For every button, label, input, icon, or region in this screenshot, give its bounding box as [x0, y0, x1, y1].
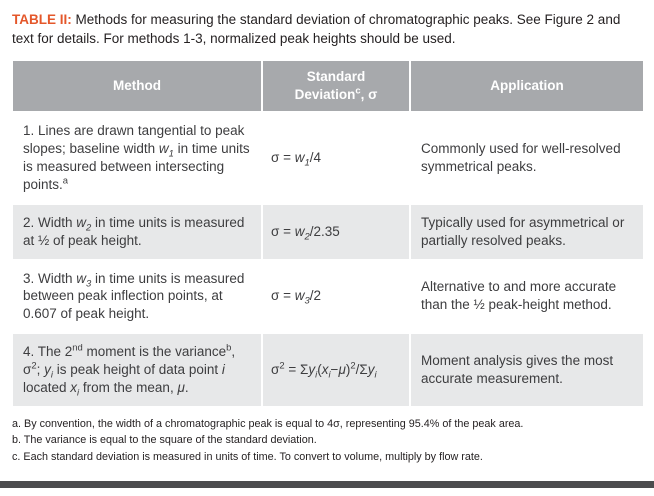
method-cell-3: 3. Width $w_3$ in time units is measured between peak inflection points, at 0.607 of peak height. [13, 261, 261, 333]
method-cell-1: 1. Lines are drawn tangential to peak slopes; baseline width $w_1$ in time units is measured between intersecting points.$^a$ [13, 113, 261, 203]
footnote-c: c. Each standard deviation is measured in units of time. To convert to volume, multiply by flow rate. [12, 450, 483, 463]
application-cell-4: Moment analysis gives the most accurate measurement. [411, 334, 643, 406]
sigma-cell-3: $\sigma = w_3/2$ [263, 261, 409, 333]
methods-table [11, 59, 645, 408]
header-row [13, 61, 643, 111]
sigma-cell-4: $\sigma^2 = \Sigma y_i(x_i-\mu)^2/\Sigma y_i$ [263, 334, 409, 406]
application-cell-2: Typically used for asymmetrical or partially resolved peaks. [411, 205, 643, 259]
sigma-cell-2: $\sigma = w_2/2.35$ [263, 205, 409, 259]
header-standard-deviation-line1: Standard [306, 69, 366, 85]
header-standard-deviation [263, 61, 409, 111]
header-application: Application [411, 61, 643, 111]
footnotes [12, 416, 642, 465]
table-caption-text: Methods for measuring the standard deviation of chromatographic peaks. See Figure 2 and text for details. For methods 1-3, normalized peak heights should be used. [12, 12, 621, 46]
method-cell-4: 4. The 2nd moment is the variance$^b$, $\sigma^2$; $y_i$ is peak height of data point i located $x_i$ from the mean, μ. [13, 334, 261, 406]
footnote-b: b. The variance is equal to the square of the standard deviation. [12, 434, 317, 447]
method-row-4 [13, 334, 643, 406]
application-cell-1: Commonly used for well-resolved symmetrical peaks. [411, 113, 643, 203]
method-row-1 [13, 113, 643, 203]
header-standard-deviation-line2: Deviation$^c$, σ [294, 85, 378, 102]
table-caption [12, 11, 642, 49]
method-row-2 [13, 205, 643, 259]
table-caption-label: TABLE II: [12, 12, 72, 27]
footnote-a: a. By convention, the width of a chromatographic peak is equal to 4σ, representing 95.4% of the peak area. [12, 418, 524, 431]
sigma-cell-1: $\sigma = w_1/4$ [263, 113, 409, 203]
method-row-3 [13, 261, 643, 333]
application-cell-3: Alternative to and more accurate than the ½ peak-height method. [411, 261, 643, 333]
method-cell-2: 2. Width $w_2$ in time units is measured at ½ of peak height. [13, 205, 261, 259]
header-method: Method [13, 61, 261, 111]
bottom-rule [0, 481, 654, 488]
